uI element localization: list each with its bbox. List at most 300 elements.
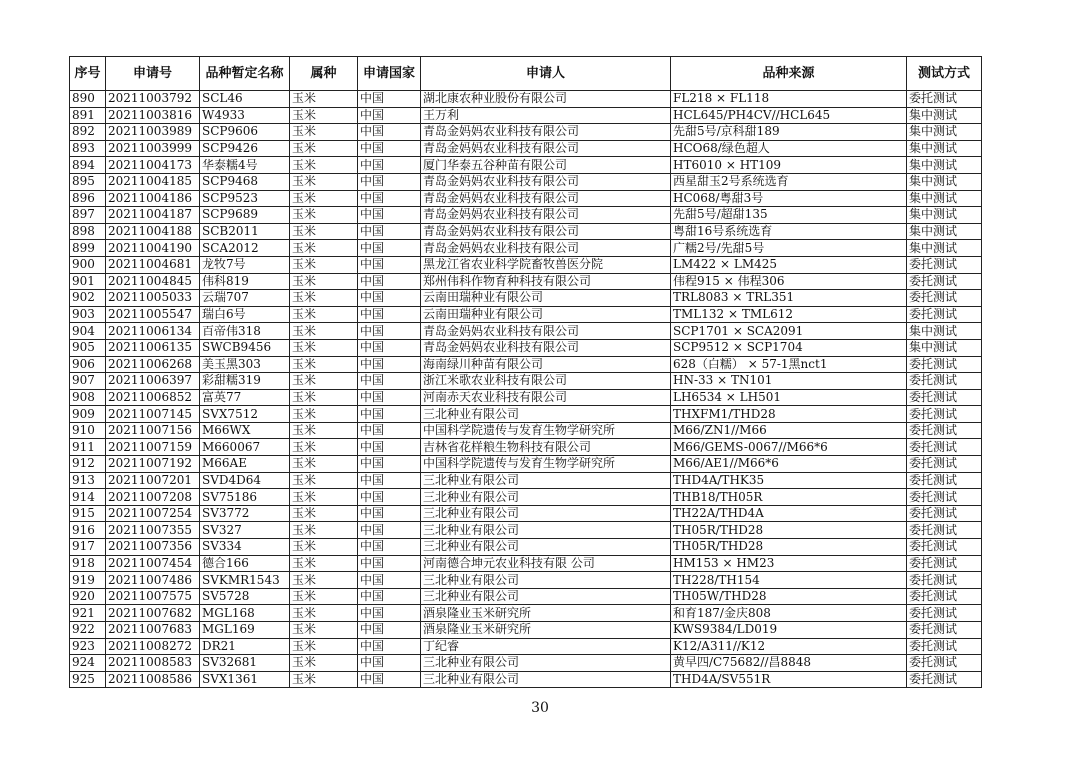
- cell-variety-name: SCB2011: [200, 223, 290, 240]
- cell-serial: 895: [70, 173, 106, 190]
- cell-variety-name: SV327: [200, 522, 290, 539]
- cell-variety-name: SVKMR1543: [200, 572, 290, 589]
- cell-serial: 915: [70, 505, 106, 522]
- cell-genus: 玉米: [290, 505, 358, 522]
- cell-serial: 903: [70, 306, 106, 323]
- table-row: [70, 323, 982, 340]
- cell-variety-name: SV3772: [200, 505, 290, 522]
- cell-application-no: 20211006135: [106, 339, 200, 356]
- cell-application-no: 20211007682: [106, 605, 200, 622]
- cell-variety-name: SV32681: [200, 655, 290, 672]
- cell-variety-name: DR21: [200, 638, 290, 655]
- cell-genus: 玉米: [290, 622, 358, 639]
- cell-variety-source: SCP9512 × SCP1704: [671, 339, 907, 356]
- cell-application-no: 20211004681: [106, 256, 200, 273]
- cell-country: 中国: [358, 91, 421, 108]
- cell-genus: 玉米: [290, 173, 358, 190]
- cell-test-method: 委托测试: [907, 671, 982, 688]
- cell-serial: 924: [70, 655, 106, 672]
- cell-application-no: 20211007356: [106, 539, 200, 556]
- cell-application-no: 20211006268: [106, 356, 200, 373]
- table-row: [70, 555, 982, 572]
- cell-variety-name: SCP9426: [200, 140, 290, 157]
- cell-country: 中国: [358, 240, 421, 257]
- cell-variety-name: SCP9606: [200, 124, 290, 141]
- cell-genus: 玉米: [290, 240, 358, 257]
- cell-application-no: 20211003999: [106, 140, 200, 157]
- cell-variety-source: SCP1701 × SCA2091: [671, 323, 907, 340]
- cell-variety-source: THXFM1/THD28: [671, 406, 907, 423]
- cell-test-method: 集中测试: [907, 173, 982, 190]
- table-row: [70, 91, 982, 108]
- cell-variety-source: 先甜5号/超甜135: [671, 207, 907, 224]
- cell-country: 中国: [358, 356, 421, 373]
- cell-application-no: 20211006397: [106, 373, 200, 390]
- cell-serial: 908: [70, 389, 106, 406]
- cell-country: 中国: [358, 389, 421, 406]
- cell-test-method: 委托测试: [907, 638, 982, 655]
- cell-country: 中国: [358, 207, 421, 224]
- header-serial: 序号: [70, 57, 106, 91]
- cell-genus: 玉米: [290, 638, 358, 655]
- cell-applicant: 青岛金妈妈农业科技有限公司: [421, 323, 671, 340]
- cell-serial: 893: [70, 140, 106, 157]
- cell-application-no: 20211003816: [106, 107, 200, 124]
- cell-variety-name: SVX1361: [200, 671, 290, 688]
- cell-applicant: 浙江米歌农业科技有限公司: [421, 373, 671, 390]
- cell-variety-source: 西星甜玉2号系统选育: [671, 173, 907, 190]
- cell-variety-name: 彩甜糯319: [200, 373, 290, 390]
- cell-applicant: 丁纪睿: [421, 638, 671, 655]
- cell-serial: 906: [70, 356, 106, 373]
- table-header: [70, 57, 982, 91]
- cell-test-method: 委托测试: [907, 555, 982, 572]
- cell-serial: 918: [70, 555, 106, 572]
- cell-test-method: 委托测试: [907, 539, 982, 556]
- table-row: [70, 622, 982, 639]
- cell-genus: 玉米: [290, 356, 358, 373]
- cell-genus: 玉米: [290, 605, 358, 622]
- cell-genus: 玉米: [290, 91, 358, 108]
- cell-variety-name: SV5728: [200, 588, 290, 605]
- cell-serial: 907: [70, 373, 106, 390]
- cell-variety-source: 广糯2号/先甜5号: [671, 240, 907, 257]
- cell-serial: 896: [70, 190, 106, 207]
- cell-country: 中国: [358, 456, 421, 473]
- table-row: [70, 223, 982, 240]
- table-row: [70, 339, 982, 356]
- cell-application-no: 20211007208: [106, 489, 200, 506]
- table-row: [70, 539, 982, 556]
- cell-serial: 923: [70, 638, 106, 655]
- cell-application-no: 20211008583: [106, 655, 200, 672]
- cell-country: 中国: [358, 588, 421, 605]
- cell-country: 中国: [358, 555, 421, 572]
- cell-country: 中国: [358, 671, 421, 688]
- cell-variety-source: M66/GEMS-0067//M66*6: [671, 439, 907, 456]
- cell-genus: 玉米: [290, 406, 358, 423]
- cell-genus: 玉米: [290, 207, 358, 224]
- cell-test-method: 委托测试: [907, 505, 982, 522]
- cell-application-no: 20211004845: [106, 273, 200, 290]
- cell-applicant: 海南绿川种苗有限公司: [421, 356, 671, 373]
- cell-variety-source: THB18/TH05R: [671, 489, 907, 506]
- variety-table: [69, 56, 982, 688]
- cell-variety-name: 华泰糯4号: [200, 157, 290, 174]
- cell-country: 中国: [358, 422, 421, 439]
- cell-test-method: 委托测试: [907, 273, 982, 290]
- cell-test-method: 委托测试: [907, 622, 982, 639]
- header-variety-name: 品种暂定名称: [200, 57, 290, 91]
- cell-applicant: 青岛金妈妈农业科技有限公司: [421, 140, 671, 157]
- cell-test-method: 委托测试: [907, 256, 982, 273]
- cell-country: 中国: [358, 107, 421, 124]
- cell-serial: 914: [70, 489, 106, 506]
- table-row: [70, 588, 982, 605]
- cell-genus: 玉米: [290, 456, 358, 473]
- cell-genus: 玉米: [290, 140, 358, 157]
- cell-serial: 897: [70, 207, 106, 224]
- cell-serial: 891: [70, 107, 106, 124]
- cell-application-no: 20211007156: [106, 422, 200, 439]
- cell-variety-name: SV75186: [200, 489, 290, 506]
- cell-genus: 玉米: [290, 389, 358, 406]
- cell-genus: 玉米: [290, 306, 358, 323]
- cell-applicant: 三北种业有限公司: [421, 655, 671, 672]
- cell-applicant: 吉林省花样粮生物科技有限公司: [421, 439, 671, 456]
- cell-genus: 玉米: [290, 290, 358, 307]
- table-row: [70, 472, 982, 489]
- cell-serial: 921: [70, 605, 106, 622]
- cell-test-method: 委托测试: [907, 290, 982, 307]
- cell-variety-source: 628（白糯） × 57-1黑nct1: [671, 356, 907, 373]
- header-row: [70, 57, 982, 91]
- cell-test-method: 集中测试: [907, 190, 982, 207]
- cell-applicant: 三北种业有限公司: [421, 671, 671, 688]
- cell-test-method: 委托测试: [907, 406, 982, 423]
- cell-country: 中国: [358, 622, 421, 639]
- cell-variety-source: HC068/粤甜3号: [671, 190, 907, 207]
- cell-variety-name: SVD4D64: [200, 472, 290, 489]
- cell-test-method: 集中测试: [907, 107, 982, 124]
- header-applicant: 申请人: [421, 57, 671, 91]
- cell-variety-source: TML132 × TML612: [671, 306, 907, 323]
- cell-variety-name: 龙牧7号: [200, 256, 290, 273]
- cell-applicant: 三北种业有限公司: [421, 472, 671, 489]
- cell-variety-source: 和育187/金庆808: [671, 605, 907, 622]
- cell-variety-name: W4933: [200, 107, 290, 124]
- cell-test-method: 委托测试: [907, 605, 982, 622]
- cell-genus: 玉米: [290, 190, 358, 207]
- cell-applicant: 青岛金妈妈农业科技有限公司: [421, 339, 671, 356]
- cell-genus: 玉米: [290, 273, 358, 290]
- cell-test-method: 委托测试: [907, 655, 982, 672]
- cell-variety-name: 云瑞707: [200, 290, 290, 307]
- cell-applicant: 酒泉隆业玉米研究所: [421, 605, 671, 622]
- cell-serial: 905: [70, 339, 106, 356]
- cell-variety-source: HM153 × HM23: [671, 555, 907, 572]
- header-genus: 属种: [290, 57, 358, 91]
- cell-test-method: 委托测试: [907, 472, 982, 489]
- table-row: [70, 655, 982, 672]
- cell-variety-source: 伟程915 × 伟程306: [671, 273, 907, 290]
- table-row: [70, 107, 982, 124]
- cell-serial: 904: [70, 323, 106, 340]
- cell-country: 中国: [358, 256, 421, 273]
- cell-test-method: 集中测试: [907, 223, 982, 240]
- cell-variety-source: 粤甜16号系统选育: [671, 223, 907, 240]
- cell-applicant: 三北种业有限公司: [421, 489, 671, 506]
- cell-variety-name: SCP9523: [200, 190, 290, 207]
- header-variety-source: 品种来源: [671, 57, 907, 91]
- cell-variety-source: FL218 × FL118: [671, 91, 907, 108]
- cell-genus: 玉米: [290, 373, 358, 390]
- cell-applicant: 青岛金妈妈农业科技有限公司: [421, 173, 671, 190]
- table-row: [70, 290, 982, 307]
- cell-variety-name: MGL168: [200, 605, 290, 622]
- table-row: [70, 190, 982, 207]
- cell-application-no: 20211004187: [106, 207, 200, 224]
- table-row: [70, 240, 982, 257]
- cell-variety-source: THD4A/THK35: [671, 472, 907, 489]
- table-row: [70, 456, 982, 473]
- cell-test-method: 委托测试: [907, 389, 982, 406]
- table-body: [70, 91, 982, 688]
- cell-genus: 玉米: [290, 157, 358, 174]
- cell-application-no: 20211007192: [106, 456, 200, 473]
- cell-genus: 玉米: [290, 256, 358, 273]
- table-row: [70, 422, 982, 439]
- cell-genus: 玉米: [290, 223, 358, 240]
- cell-variety-name: SCL46: [200, 91, 290, 108]
- cell-genus: 玉米: [290, 522, 358, 539]
- cell-genus: 玉米: [290, 472, 358, 489]
- cell-country: 中国: [358, 173, 421, 190]
- cell-variety-source: TH22A/THD4A: [671, 505, 907, 522]
- cell-applicant: 青岛金妈妈农业科技有限公司: [421, 207, 671, 224]
- cell-serial: 892: [70, 124, 106, 141]
- cell-applicant: 三北种业有限公司: [421, 588, 671, 605]
- cell-test-method: 委托测试: [907, 588, 982, 605]
- cell-country: 中国: [358, 223, 421, 240]
- table-row: [70, 605, 982, 622]
- cell-serial: 899: [70, 240, 106, 257]
- cell-country: 中国: [358, 190, 421, 207]
- cell-test-method: 集中测试: [907, 323, 982, 340]
- cell-application-no: 20211006852: [106, 389, 200, 406]
- cell-genus: 玉米: [290, 107, 358, 124]
- cell-variety-source: HCL645/PH4CV//HCL645: [671, 107, 907, 124]
- cell-application-no: 20211005033: [106, 290, 200, 307]
- cell-variety-source: HT6010 × HT109: [671, 157, 907, 174]
- cell-application-no: 20211007159: [106, 439, 200, 456]
- cell-application-no: 20211004188: [106, 223, 200, 240]
- cell-serial: 919: [70, 572, 106, 589]
- cell-country: 中国: [358, 572, 421, 589]
- cell-applicant: 王万利: [421, 107, 671, 124]
- cell-serial: 913: [70, 472, 106, 489]
- table-row: [70, 140, 982, 157]
- cell-serial: 917: [70, 539, 106, 556]
- cell-application-no: 20211007254: [106, 505, 200, 522]
- cell-test-method: 委托测试: [907, 572, 982, 589]
- cell-applicant: 黑龙江省农业科学院畜牧兽医分院: [421, 256, 671, 273]
- page-number: 30: [531, 700, 549, 716]
- table-row: [70, 638, 982, 655]
- cell-application-no: 20211003792: [106, 91, 200, 108]
- cell-genus: 玉米: [290, 539, 358, 556]
- cell-applicant: 云南田瑞种业有限公司: [421, 290, 671, 307]
- cell-variety-source: TH05R/THD28: [671, 522, 907, 539]
- cell-variety-name: M66WX: [200, 422, 290, 439]
- cell-variety-source: K12/A311//K12: [671, 638, 907, 655]
- cell-applicant: 青岛金妈妈农业科技有限公司: [421, 124, 671, 141]
- cell-serial: 911: [70, 439, 106, 456]
- cell-application-no: 20211008272: [106, 638, 200, 655]
- cell-test-method: 委托测试: [907, 91, 982, 108]
- cell-applicant: 三北种业有限公司: [421, 572, 671, 589]
- cell-variety-source: TH05R/THD28: [671, 539, 907, 556]
- cell-country: 中国: [358, 140, 421, 157]
- cell-variety-source: LH6534 × LH501: [671, 389, 907, 406]
- table-row: [70, 671, 982, 688]
- cell-variety-source: M66/ZN1//M66: [671, 422, 907, 439]
- cell-variety-name: SCP9468: [200, 173, 290, 190]
- cell-application-no: 20211004173: [106, 157, 200, 174]
- table-row: [70, 207, 982, 224]
- cell-application-no: 20211007575: [106, 588, 200, 605]
- cell-variety-name: 瑞白6号: [200, 306, 290, 323]
- cell-variety-name: SWCB9456: [200, 339, 290, 356]
- header-application-no: 申请号: [106, 57, 200, 91]
- cell-genus: 玉米: [290, 422, 358, 439]
- cell-test-method: 集中测试: [907, 240, 982, 257]
- cell-application-no: 20211007454: [106, 555, 200, 572]
- cell-application-no: 20211007355: [106, 522, 200, 539]
- cell-variety-name: SCP9689: [200, 207, 290, 224]
- cell-variety-name: SV334: [200, 539, 290, 556]
- cell-serial: 900: [70, 256, 106, 273]
- cell-variety-source: LM422 × LM425: [671, 256, 907, 273]
- cell-test-method: 委托测试: [907, 356, 982, 373]
- cell-country: 中国: [358, 157, 421, 174]
- cell-country: 中国: [358, 323, 421, 340]
- table-row: [70, 373, 982, 390]
- cell-applicant: 三北种业有限公司: [421, 539, 671, 556]
- cell-country: 中国: [358, 373, 421, 390]
- cell-applicant: 郑州伟科作物育种科技有限公司: [421, 273, 671, 290]
- cell-country: 中国: [358, 655, 421, 672]
- cell-test-method: 委托测试: [907, 422, 982, 439]
- cell-country: 中国: [358, 638, 421, 655]
- table-row: [70, 256, 982, 273]
- cell-genus: 玉米: [290, 323, 358, 340]
- cell-applicant: 酒泉隆业玉米研究所: [421, 622, 671, 639]
- cell-country: 中国: [358, 273, 421, 290]
- cell-variety-source: HCO68/绿色超人: [671, 140, 907, 157]
- cell-test-method: 集中测试: [907, 124, 982, 141]
- cell-application-no: 20211004190: [106, 240, 200, 257]
- cell-applicant: 中国科学院遗传与发育生物学研究所: [421, 422, 671, 439]
- cell-country: 中国: [358, 605, 421, 622]
- cell-variety-source: M66/AE1//M66*6: [671, 456, 907, 473]
- cell-serial: 890: [70, 91, 106, 108]
- cell-serial: 902: [70, 290, 106, 307]
- cell-applicant: 三北种业有限公司: [421, 522, 671, 539]
- cell-variety-name: 百帝伟318: [200, 323, 290, 340]
- cell-serial: 916: [70, 522, 106, 539]
- cell-test-method: 集中测试: [907, 140, 982, 157]
- cell-applicant: 三北种业有限公司: [421, 505, 671, 522]
- table-row: [70, 356, 982, 373]
- cell-serial: 922: [70, 622, 106, 639]
- cell-applicant: 河南德合坤元农业科技有限 公司: [421, 555, 671, 572]
- cell-application-no: 20211004186: [106, 190, 200, 207]
- cell-test-method: 集中测试: [907, 339, 982, 356]
- cell-variety-name: M660067: [200, 439, 290, 456]
- cell-serial: 901: [70, 273, 106, 290]
- table-row: [70, 389, 982, 406]
- cell-application-no: 20211003989: [106, 124, 200, 141]
- cell-variety-name: 德合166: [200, 555, 290, 572]
- cell-test-method: 委托测试: [907, 456, 982, 473]
- table-row: [70, 572, 982, 589]
- table-row: [70, 124, 982, 141]
- table-row: [70, 273, 982, 290]
- cell-variety-source: TH05W/THD28: [671, 588, 907, 605]
- cell-applicant: 河南赤天农业科技有限公司: [421, 389, 671, 406]
- cell-country: 中国: [358, 290, 421, 307]
- cell-applicant: 三北种业有限公司: [421, 406, 671, 423]
- cell-application-no: 20211004185: [106, 173, 200, 190]
- cell-application-no: 20211007145: [106, 406, 200, 423]
- cell-variety-source: TH228/TH154: [671, 572, 907, 589]
- cell-variety-source: 先甜5号/京科甜189: [671, 124, 907, 141]
- cell-variety-source: HN-33 × TN101: [671, 373, 907, 390]
- cell-test-method: 集中测试: [907, 157, 982, 174]
- table-row: [70, 406, 982, 423]
- cell-country: 中国: [358, 505, 421, 522]
- cell-variety-name: SCA2012: [200, 240, 290, 257]
- cell-application-no: 20211007683: [106, 622, 200, 639]
- header-test-method: 测试方式: [907, 57, 982, 91]
- cell-variety-name: 伟科819: [200, 273, 290, 290]
- cell-variety-name: SVX7512: [200, 406, 290, 423]
- cell-variety-source: 黄早四/C75682//昌8848: [671, 655, 907, 672]
- cell-genus: 玉米: [290, 555, 358, 572]
- cell-country: 中国: [358, 339, 421, 356]
- cell-genus: 玉米: [290, 572, 358, 589]
- cell-test-method: 委托测试: [907, 522, 982, 539]
- cell-test-method: 委托测试: [907, 439, 982, 456]
- cell-country: 中国: [358, 539, 421, 556]
- cell-test-method: 委托测试: [907, 306, 982, 323]
- cell-genus: 玉米: [290, 489, 358, 506]
- cell-serial: 894: [70, 157, 106, 174]
- cell-test-method: 集中测试: [907, 207, 982, 224]
- cell-country: 中国: [358, 406, 421, 423]
- table-row: [70, 522, 982, 539]
- cell-applicant: 青岛金妈妈农业科技有限公司: [421, 223, 671, 240]
- cell-application-no: 20211007486: [106, 572, 200, 589]
- cell-genus: 玉米: [290, 339, 358, 356]
- cell-applicant: 厦门华泰五谷种苗有限公司: [421, 157, 671, 174]
- cell-variety-name: 美玉黑303: [200, 356, 290, 373]
- cell-application-no: 20211005547: [106, 306, 200, 323]
- cell-variety-source: KWS9384/LD019: [671, 622, 907, 639]
- cell-genus: 玉米: [290, 439, 358, 456]
- cell-application-no: 20211006134: [106, 323, 200, 340]
